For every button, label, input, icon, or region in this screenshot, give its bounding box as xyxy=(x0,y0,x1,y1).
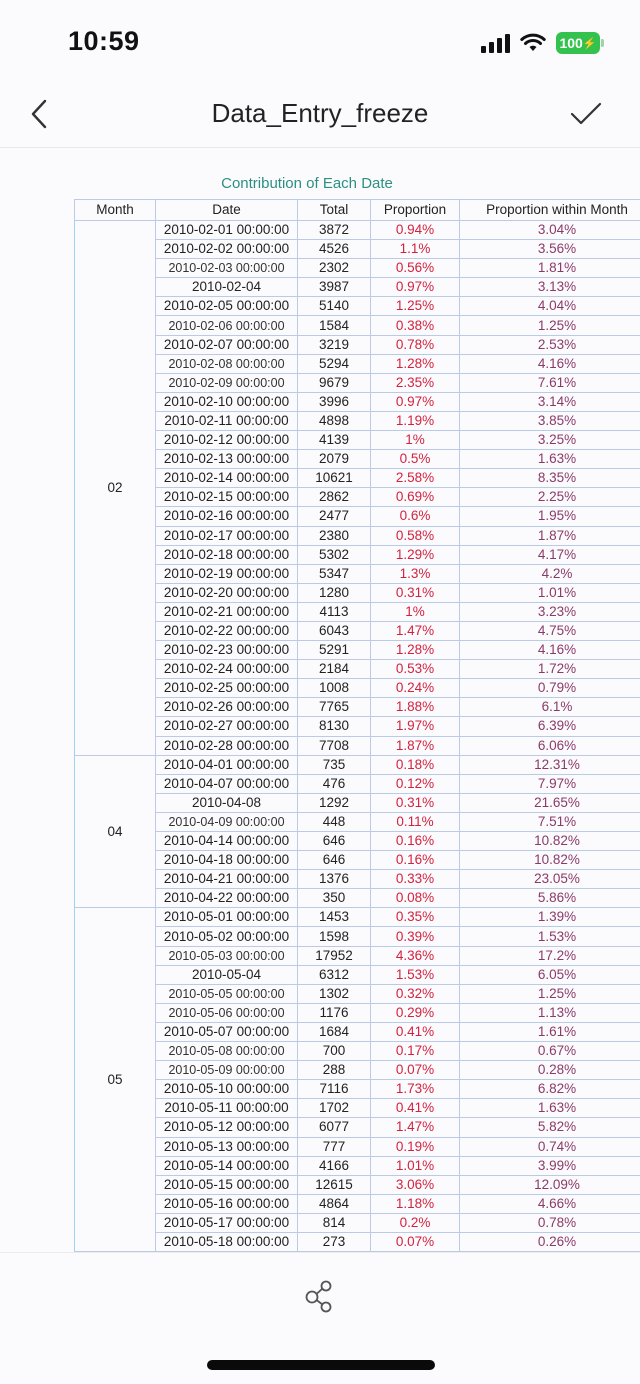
date-cell[interactable]: 2010-04-22 00:00:00 xyxy=(156,889,298,908)
status-time: 10:59 xyxy=(68,26,140,56)
date-cell[interactable]: 2010-02-09 00:00:00 xyxy=(156,373,298,392)
date-cell[interactable]: 2010-05-10 00:00:00 xyxy=(156,1080,298,1099)
date-cell[interactable]: 2010-02-13 00:00:00 xyxy=(156,450,298,469)
proportion-within-month-cell[interactable]: 5.82% xyxy=(460,1118,640,1137)
total-cell[interactable]: 5294 xyxy=(298,354,371,373)
total-cell[interactable]: 3996 xyxy=(298,392,371,411)
proportion-cell[interactable]: 0.18% xyxy=(371,755,460,774)
header-month[interactable]: Month xyxy=(75,200,156,221)
table-row xyxy=(75,259,640,278)
proportion-within-month-cell[interactable]: 23.05% xyxy=(460,870,640,889)
total-cell[interactable]: 6043 xyxy=(298,621,371,640)
table-row xyxy=(75,354,640,373)
proportion-within-month-cell[interactable]: 7.61% xyxy=(460,373,640,392)
proportion-cell[interactable]: 1.73% xyxy=(371,1080,460,1099)
date-cell[interactable]: 2010-05-09 00:00:00 xyxy=(156,1061,298,1080)
table-row xyxy=(75,583,640,602)
proportion-cell[interactable]: 0.6% xyxy=(371,507,460,526)
proportion-within-month-cell[interactable]: 2.25% xyxy=(460,488,640,507)
proportion-cell[interactable]: 0.19% xyxy=(371,1137,460,1156)
proportion-within-month-cell[interactable]: 12.09% xyxy=(460,1175,640,1194)
total-cell[interactable]: 17952 xyxy=(298,946,371,965)
table-row xyxy=(75,240,640,259)
proportion-cell[interactable]: 1.3% xyxy=(371,564,460,583)
share-icon[interactable] xyxy=(300,1277,340,1317)
proportion-within-month-cell[interactable]: 4.2% xyxy=(460,564,640,583)
proportion-within-month-cell[interactable]: 1.72% xyxy=(460,660,640,679)
proportion-within-month-cell[interactable]: 1.61% xyxy=(460,1022,640,1041)
date-cell[interactable]: 2010-05-16 00:00:00 xyxy=(156,1194,298,1213)
date-cell[interactable]: 2010-05-11 00:00:00 xyxy=(156,1099,298,1118)
proportion-cell[interactable]: 1% xyxy=(371,602,460,621)
month-cell[interactable]: 05 xyxy=(75,908,156,1252)
proportion-within-month-cell[interactable]: 0.74% xyxy=(460,1137,640,1156)
proportion-within-month-cell[interactable]: 7.97% xyxy=(460,774,640,793)
table-row xyxy=(75,297,640,316)
table-row xyxy=(75,411,640,430)
table-row xyxy=(75,641,640,660)
date-cell[interactable]: 2010-05-15 00:00:00 xyxy=(156,1175,298,1194)
proportion-cell[interactable]: 0.97% xyxy=(371,392,460,411)
date-cell[interactable]: 2010-05-03 00:00:00 xyxy=(156,946,298,965)
proportion-within-month-cell[interactable]: 1.25% xyxy=(460,984,640,1003)
total-cell[interactable]: 12615 xyxy=(298,1175,371,1194)
date-cell[interactable]: 2010-02-27 00:00:00 xyxy=(156,717,298,736)
wifi-icon xyxy=(520,33,546,53)
date-cell[interactable]: 2010-05-17 00:00:00 xyxy=(156,1213,298,1232)
total-cell[interactable]: 5302 xyxy=(298,545,371,564)
date-cell[interactable]: 2010-02-15 00:00:00 xyxy=(156,488,298,507)
proportion-within-month-cell[interactable]: 21.65% xyxy=(460,793,640,812)
total-cell[interactable]: 5347 xyxy=(298,564,371,583)
total-cell[interactable]: 1376 xyxy=(298,870,371,889)
proportion-cell[interactable]: 0.24% xyxy=(371,679,460,698)
table-body xyxy=(75,221,640,1252)
proportion-cell[interactable]: 1.88% xyxy=(371,698,460,717)
total-cell[interactable]: 646 xyxy=(298,832,371,851)
date-cell[interactable]: 2010-02-05 00:00:00 xyxy=(156,297,298,316)
date-cell[interactable]: 2010-05-02 00:00:00 xyxy=(156,927,298,946)
proportion-cell[interactable]: 0.39% xyxy=(371,927,460,946)
proportion-within-month-cell[interactable]: 4.16% xyxy=(460,641,640,660)
proportion-cell[interactable]: 0.35% xyxy=(371,908,460,927)
total-cell[interactable]: 4526 xyxy=(298,240,371,259)
total-cell[interactable]: 5140 xyxy=(298,297,371,316)
battery-level: 100 xyxy=(559,35,583,51)
table-row xyxy=(75,832,640,851)
date-cell[interactable]: 2010-04-21 00:00:00 xyxy=(156,870,298,889)
proportion-within-month-cell[interactable]: 2.53% xyxy=(460,335,640,354)
proportion-cell[interactable]: 1.47% xyxy=(371,1118,460,1137)
proportion-within-month-cell[interactable]: 1.63% xyxy=(460,450,640,469)
proportion-cell[interactable]: 0.12% xyxy=(371,774,460,793)
proportion-cell[interactable]: 1.29% xyxy=(371,545,460,564)
proportion-cell[interactable]: 1.1% xyxy=(371,240,460,259)
proportion-cell[interactable]: 0.38% xyxy=(371,316,460,335)
proportion-cell[interactable]: 0.5% xyxy=(371,450,460,469)
date-cell[interactable]: 2010-02-25 00:00:00 xyxy=(156,679,298,698)
date-cell[interactable]: 2010-02-18 00:00:00 xyxy=(156,545,298,564)
home-indicator xyxy=(207,1360,435,1370)
proportion-cell[interactable]: 0.07% xyxy=(371,1232,460,1251)
checkmark-icon[interactable] xyxy=(568,98,604,130)
date-cell[interactable]: 2010-05-01 00:00:00 xyxy=(156,908,298,927)
total-cell[interactable]: 2380 xyxy=(298,526,371,545)
date-cell[interactable]: 2010-05-07 00:00:00 xyxy=(156,1022,298,1041)
header-proportion[interactable]: Proportion xyxy=(371,200,460,221)
total-cell[interactable]: 1280 xyxy=(298,583,371,602)
table-row xyxy=(75,755,640,774)
proportion-within-month-cell[interactable]: 0.67% xyxy=(460,1042,640,1061)
proportion-within-month-cell[interactable]: 4.75% xyxy=(460,621,640,640)
proportion-cell[interactable]: 0.16% xyxy=(371,851,460,870)
proportion-cell[interactable]: 0.33% xyxy=(371,870,460,889)
proportion-within-month-cell[interactable]: 10.82% xyxy=(460,851,640,870)
total-cell[interactable]: 777 xyxy=(298,1137,371,1156)
table-row xyxy=(75,278,640,297)
table-row xyxy=(75,507,640,526)
table-row xyxy=(75,1099,640,1118)
date-cell[interactable]: 2010-02-26 00:00:00 xyxy=(156,698,298,717)
proportion-within-month-cell[interactable]: 1.81% xyxy=(460,259,640,278)
proportion-within-month-cell[interactable]: 3.13% xyxy=(460,278,640,297)
proportion-cell[interactable]: 2.35% xyxy=(371,373,460,392)
total-cell[interactable]: 350 xyxy=(298,889,371,908)
table-row xyxy=(75,602,640,621)
table-row xyxy=(75,1232,640,1251)
date-cell[interactable]: 2010-05-04 xyxy=(156,965,298,984)
proportion-within-month-cell[interactable]: 1.39% xyxy=(460,908,640,927)
header-row xyxy=(75,200,640,221)
table-row xyxy=(75,984,640,1003)
date-cell[interactable]: 2010-02-21 00:00:00 xyxy=(156,602,298,621)
proportion-cell[interactable]: 0.31% xyxy=(371,583,460,602)
total-cell[interactable]: 1598 xyxy=(298,927,371,946)
proportion-cell[interactable]: 0.53% xyxy=(371,660,460,679)
total-cell[interactable]: 814 xyxy=(298,1213,371,1232)
proportion-within-month-cell[interactable]: 6.1% xyxy=(460,698,640,717)
total-cell[interactable]: 700 xyxy=(298,1042,371,1061)
date-cell[interactable]: 2010-02-03 00:00:00 xyxy=(156,259,298,278)
page-title: Data_Entry_freeze xyxy=(211,98,429,128)
proportion-within-month-cell[interactable]: 12.31% xyxy=(460,755,640,774)
proportion-cell[interactable]: 0.08% xyxy=(371,889,460,908)
total-cell[interactable]: 1702 xyxy=(298,1099,371,1118)
table-row xyxy=(75,679,640,698)
date-cell[interactable]: 2010-02-08 00:00:00 xyxy=(156,354,298,373)
proportion-cell[interactable]: 0.07% xyxy=(371,1061,460,1080)
date-cell[interactable]: 2010-02-06 00:00:00 xyxy=(156,316,298,335)
date-cell[interactable]: 2010-02-11 00:00:00 xyxy=(156,411,298,430)
proportion-within-month-cell[interactable]: 5.86% xyxy=(460,889,640,908)
proportion-cell[interactable]: 0.31% xyxy=(371,793,460,812)
proportion-cell[interactable]: 0.17% xyxy=(371,1042,460,1061)
total-cell[interactable]: 4166 xyxy=(298,1156,371,1175)
date-cell[interactable]: 2010-02-20 00:00:00 xyxy=(156,583,298,602)
header-proportion-within-month[interactable]: Proportion within Month xyxy=(460,200,640,221)
proportion-cell[interactable]: 2.58% xyxy=(371,469,460,488)
proportion-within-month-cell[interactable]: 6.05% xyxy=(460,965,640,984)
header-total[interactable]: Total xyxy=(298,200,371,221)
table-row xyxy=(75,927,640,946)
proportion-cell[interactable]: 1.47% xyxy=(371,621,460,640)
proportion-within-month-cell[interactable]: 0.26% xyxy=(460,1232,640,1251)
proportion-cell[interactable]: 1.28% xyxy=(371,641,460,660)
status-icons xyxy=(481,32,600,54)
table-row xyxy=(75,660,640,679)
date-cell[interactable]: 2010-02-07 00:00:00 xyxy=(156,335,298,354)
proportion-within-month-cell[interactable]: 8.35% xyxy=(460,469,640,488)
date-cell[interactable]: 2010-05-08 00:00:00 xyxy=(156,1042,298,1061)
battery-icon: 100 ⚡ xyxy=(556,32,600,54)
total-cell[interactable]: 4864 xyxy=(298,1194,371,1213)
total-cell[interactable]: 448 xyxy=(298,812,371,831)
total-cell[interactable]: 7765 xyxy=(298,698,371,717)
total-cell[interactable]: 2477 xyxy=(298,507,371,526)
proportion-cell[interactable]: 0.94% xyxy=(371,221,460,240)
proportion-cell[interactable]: 0.41% xyxy=(371,1099,460,1118)
total-cell[interactable]: 6077 xyxy=(298,1118,371,1137)
proportion-within-month-cell[interactable]: 4.17% xyxy=(460,545,640,564)
table-row xyxy=(75,335,640,354)
spreadsheet-view[interactable] xyxy=(0,150,640,1252)
proportion-cell[interactable]: 0.2% xyxy=(371,1213,460,1232)
proportion-within-month-cell[interactable]: 0.79% xyxy=(460,679,640,698)
table-row xyxy=(75,1003,640,1022)
total-cell[interactable]: 2302 xyxy=(298,259,371,278)
proportion-cell[interactable]: 0.69% xyxy=(371,488,460,507)
table-row xyxy=(75,545,640,564)
table-row xyxy=(75,698,640,717)
proportion-cell[interactable]: 1.01% xyxy=(371,1156,460,1175)
table-row xyxy=(75,1118,640,1137)
date-cell[interactable]: 2010-02-10 00:00:00 xyxy=(156,392,298,411)
table-row xyxy=(75,1175,640,1194)
total-cell[interactable]: 4139 xyxy=(298,431,371,450)
proportion-within-month-cell[interactable]: 3.25% xyxy=(460,431,640,450)
proportion-cell[interactable]: 1.25% xyxy=(371,297,460,316)
total-cell[interactable]: 3872 xyxy=(298,221,371,240)
total-cell[interactable]: 3219 xyxy=(298,335,371,354)
date-cell[interactable]: 2010-04-07 00:00:00 xyxy=(156,774,298,793)
proportion-cell[interactable]: 0.32% xyxy=(371,984,460,1003)
proportion-cell[interactable]: 1.28% xyxy=(371,354,460,373)
total-cell[interactable]: 7116 xyxy=(298,1080,371,1099)
proportion-within-month-cell[interactable]: 10.82% xyxy=(460,832,640,851)
date-cell[interactable]: 2010-02-28 00:00:00 xyxy=(156,736,298,755)
proportion-cell[interactable]: 0.11% xyxy=(371,812,460,831)
proportion-within-month-cell[interactable]: 4.66% xyxy=(460,1194,640,1213)
total-cell[interactable]: 1176 xyxy=(298,1003,371,1022)
table-row xyxy=(75,851,640,870)
total-cell[interactable]: 2184 xyxy=(298,660,371,679)
proportion-within-month-cell[interactable]: 3.56% xyxy=(460,240,640,259)
date-cell[interactable]: 2010-02-23 00:00:00 xyxy=(156,641,298,660)
total-cell[interactable]: 1292 xyxy=(298,793,371,812)
total-cell[interactable]: 735 xyxy=(298,755,371,774)
date-cell[interactable]: 2010-04-18 00:00:00 xyxy=(156,851,298,870)
total-cell[interactable]: 646 xyxy=(298,851,371,870)
proportion-within-month-cell[interactable]: 17.2% xyxy=(460,946,640,965)
proportion-within-month-cell[interactable]: 6.39% xyxy=(460,717,640,736)
proportion-cell[interactable]: 4.36% xyxy=(371,946,460,965)
date-cell[interactable]: 2010-05-05 00:00:00 xyxy=(156,984,298,1003)
cellular-signal-icon xyxy=(481,33,510,53)
table-row xyxy=(75,469,640,488)
month-cell[interactable]: 02 xyxy=(75,221,156,756)
date-cell[interactable]: 2010-02-17 00:00:00 xyxy=(156,526,298,545)
total-cell[interactable]: 6312 xyxy=(298,965,371,984)
proportion-cell[interactable]: 0.56% xyxy=(371,259,460,278)
header-date[interactable]: Date xyxy=(156,200,298,221)
date-cell[interactable]: 2010-02-22 00:00:00 xyxy=(156,621,298,640)
proportion-within-month-cell[interactable]: 4.04% xyxy=(460,297,640,316)
proportion-within-month-cell[interactable]: 1.53% xyxy=(460,927,640,946)
proportion-within-month-cell[interactable]: 1.95% xyxy=(460,507,640,526)
status-bar xyxy=(0,0,640,80)
total-cell[interactable]: 7708 xyxy=(298,736,371,755)
total-cell[interactable]: 4113 xyxy=(298,602,371,621)
proportion-cell[interactable]: 0.16% xyxy=(371,832,460,851)
table-row xyxy=(75,1137,640,1156)
table-row xyxy=(75,1213,640,1232)
table-row xyxy=(75,316,640,335)
table-row xyxy=(75,717,640,736)
total-cell[interactable]: 8130 xyxy=(298,717,371,736)
total-cell[interactable]: 1453 xyxy=(298,908,371,927)
total-cell[interactable]: 288 xyxy=(298,1061,371,1080)
date-cell[interactable]: 2010-05-13 00:00:00 xyxy=(156,1137,298,1156)
date-cell[interactable]: 2010-02-01 00:00:00 xyxy=(156,221,298,240)
date-cell[interactable]: 2010-05-06 00:00:00 xyxy=(156,1003,298,1022)
proportion-cell[interactable]: 1.19% xyxy=(371,411,460,430)
total-cell[interactable]: 476 xyxy=(298,774,371,793)
proportion-cell[interactable]: 1.53% xyxy=(371,965,460,984)
proportion-cell[interactable]: 0.58% xyxy=(371,526,460,545)
total-cell[interactable]: 2862 xyxy=(298,488,371,507)
table-row xyxy=(75,488,640,507)
table-row xyxy=(75,736,640,755)
proportion-within-month-cell[interactable]: 3.04% xyxy=(460,221,640,240)
proportion-within-month-cell[interactable]: 1.87% xyxy=(460,526,640,545)
proportion-within-month-cell[interactable]: 6.06% xyxy=(460,736,640,755)
proportion-cell[interactable]: 1% xyxy=(371,431,460,450)
total-cell[interactable]: 4898 xyxy=(298,411,371,430)
table-row xyxy=(75,221,640,240)
date-cell[interactable]: 2010-04-09 00:00:00 xyxy=(156,812,298,831)
total-cell[interactable]: 9679 xyxy=(298,373,371,392)
proportion-within-month-cell[interactable]: 3.23% xyxy=(460,602,640,621)
proportion-cell[interactable]: 1.87% xyxy=(371,736,460,755)
total-cell[interactable]: 273 xyxy=(298,1232,371,1251)
date-cell[interactable]: 2010-02-14 00:00:00 xyxy=(156,469,298,488)
table-row xyxy=(75,373,640,392)
proportion-cell[interactable]: 0.41% xyxy=(371,1022,460,1041)
total-cell[interactable]: 1584 xyxy=(298,316,371,335)
table-row xyxy=(75,870,640,889)
table-row xyxy=(75,1022,640,1041)
proportion-cell[interactable]: 0.78% xyxy=(371,335,460,354)
proportion-cell[interactable]: 1.18% xyxy=(371,1194,460,1213)
data-table xyxy=(74,199,640,1252)
table-row xyxy=(75,946,640,965)
proportion-within-month-cell[interactable]: 7.51% xyxy=(460,812,640,831)
table-row xyxy=(75,450,640,469)
date-cell[interactable]: 2010-02-19 00:00:00 xyxy=(156,564,298,583)
table-row xyxy=(75,431,640,450)
table-row xyxy=(75,1156,640,1175)
proportion-within-month-cell[interactable]: 1.63% xyxy=(460,1099,640,1118)
proportion-cell[interactable]: 0.97% xyxy=(371,278,460,297)
proportion-cell[interactable]: 3.06% xyxy=(371,1175,460,1194)
table-row xyxy=(75,1042,640,1061)
date-cell[interactable]: 2010-02-12 00:00:00 xyxy=(156,431,298,450)
proportion-within-month-cell[interactable]: 1.25% xyxy=(460,316,640,335)
proportion-within-month-cell[interactable]: 0.78% xyxy=(460,1213,640,1232)
table-row xyxy=(75,1080,640,1099)
date-cell[interactable]: 2010-02-16 00:00:00 xyxy=(156,507,298,526)
proportion-within-month-cell[interactable]: 3.14% xyxy=(460,392,640,411)
date-cell[interactable]: 2010-05-14 00:00:00 xyxy=(156,1156,298,1175)
proportion-within-month-cell[interactable]: 3.99% xyxy=(460,1156,640,1175)
date-cell[interactable]: 2010-02-24 00:00:00 xyxy=(156,660,298,679)
date-cell[interactable]: 2010-04-01 00:00:00 xyxy=(156,755,298,774)
date-cell[interactable]: 2010-02-02 00:00:00 xyxy=(156,240,298,259)
table-row xyxy=(75,812,640,831)
proportion-cell[interactable]: 1.97% xyxy=(371,717,460,736)
date-cell[interactable]: 2010-02-04 xyxy=(156,278,298,297)
proportion-cell[interactable]: 0.29% xyxy=(371,1003,460,1022)
table-row xyxy=(75,1194,640,1213)
table-row xyxy=(75,564,640,583)
total-cell[interactable]: 5291 xyxy=(298,641,371,660)
proportion-within-month-cell[interactable]: 1.13% xyxy=(460,1003,640,1022)
table-row xyxy=(75,392,640,411)
table-row xyxy=(75,526,640,545)
total-cell[interactable]: 10621 xyxy=(298,469,371,488)
nav-bar xyxy=(0,80,640,148)
total-cell[interactable]: 1008 xyxy=(298,679,371,698)
table-row xyxy=(75,774,640,793)
table-row xyxy=(75,965,640,984)
month-cell[interactable]: 04 xyxy=(75,755,156,908)
total-cell[interactable]: 1302 xyxy=(298,984,371,1003)
proportion-within-month-cell[interactable]: 3.85% xyxy=(460,411,640,430)
table-row xyxy=(75,793,640,812)
proportion-within-month-cell[interactable]: 4.16% xyxy=(460,354,640,373)
total-cell[interactable]: 1684 xyxy=(298,1022,371,1041)
date-cell[interactable]: 2010-05-18 00:00:00 xyxy=(156,1232,298,1251)
date-cell[interactable]: 2010-04-08 xyxy=(156,793,298,812)
table-row xyxy=(75,1061,640,1080)
sheet-title: Contribution of Each Date xyxy=(221,175,393,192)
total-cell[interactable]: 3987 xyxy=(298,278,371,297)
total-cell[interactable]: 2079 xyxy=(298,450,371,469)
date-cell[interactable]: 2010-05-12 00:00:00 xyxy=(156,1118,298,1137)
table-row xyxy=(75,621,640,640)
date-cell[interactable]: 2010-04-14 00:00:00 xyxy=(156,832,298,851)
proportion-within-month-cell[interactable]: 1.01% xyxy=(460,583,640,602)
table-row xyxy=(75,908,640,927)
table-row xyxy=(75,889,640,908)
proportion-within-month-cell[interactable]: 6.82% xyxy=(460,1080,640,1099)
proportion-within-month-cell[interactable]: 0.28% xyxy=(460,1061,640,1080)
